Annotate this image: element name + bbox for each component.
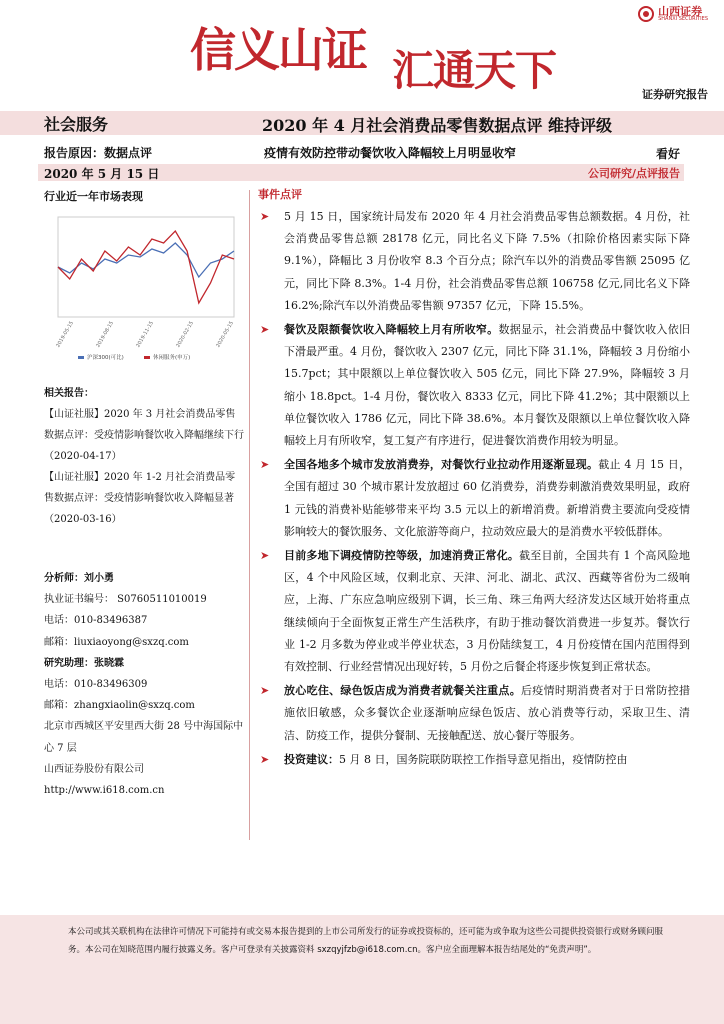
x-tick-label: 2020-02-15 <box>175 320 195 349</box>
paragraph-text: 截至目前，全国共有 1 个高风险地区，4 个中风险区域，仅剩北京、天津、河北、湖北、武汉、西藏等省份为二级响应，上海、广东应急响应级别下调，长三角、珠三角两大经济发达区域开始将重点继续倾向于全面恢复正常生产生活秩序，有助于推动餐饮消费进一步复苏。餐饮行业 1-2 月多数为停业或半停业状态，3 月份陆续复工，4 月份疫情在国内范围得到有效控制、行业经营情况出现好转，5 月份之后餐企将逐步恢复到正常状态。 <box>284 549 691 674</box>
paragraph-text: 截止 4 月 15 日，全国有超过 30 个城市累计发放超过 60 亿消费券，消费券刺激消费效果明显，政府 1 元钱的消费补贴能够带来平均 3.5 元以上的新增消费。新增消费主要流向受疫情影响较大的餐饮服务、文化旅游等商户，拉动效应最大的是消费水平较低群体。 <box>284 458 690 538</box>
market-chart <box>44 211 240 371</box>
x-tick-label: 2020-05-15 <box>215 320 235 349</box>
related-report-2[interactable]: 【山证社服】2020 年 1-2 月社会消费品零售数据点评：受疫情影响餐饮收入降幅显著（2020-03-16） <box>44 472 236 525</box>
events-head: 事件点评 <box>258 188 302 201</box>
market-chart-svg <box>44 211 240 371</box>
paragraph-lead: 餐饮及限额餐饮收入降幅较上月有所收窄。 <box>284 323 499 337</box>
sector-name: 社会服务 <box>44 115 109 134</box>
rating: 看好 <box>655 147 680 161</box>
contact-info <box>44 568 244 801</box>
x-tick-label: 2019-05-15 <box>55 320 75 349</box>
logo-mark-icon <box>638 6 654 22</box>
paragraph-text: 数据显示，社会消费品中餐饮收入依旧下滑最严重。4 月份，餐饮收入 2307 亿元，同比下降 31.1%，降幅较 3 月份缩小 15.7pct；其中限额以上单位餐饮收入 505 亿元，同比下降 27.9%，降幅较 3 月缩小 18.8pct。1-4 月份，餐饮收入 8333 亿元，同比下降 41.2%；其中限额以上单位餐饮收入 1786 亿元，同比下降 38.6%。本月餐饮及限额以上单位餐饮收入降幅较上月有所收窄，复工复产有序进行，促进餐饮消费作用较为明显。 <box>284 323 691 448</box>
series-line-1 <box>58 243 234 277</box>
company-name: 山西证券股份有限公司 <box>44 763 144 775</box>
paragraph-4 <box>258 545 690 678</box>
phone-2: 电话：010-83496309 <box>44 679 148 691</box>
paragraph-2 <box>258 319 690 452</box>
report-header <box>0 0 724 110</box>
legend-swatch-1 <box>78 356 84 359</box>
legend-swatch-2 <box>144 356 150 359</box>
paragraph-3 <box>258 454 690 543</box>
related-head: 相关报告： <box>44 388 94 399</box>
slogan-part2: 汇通天下 <box>392 46 557 95</box>
paragraph-6 <box>258 749 690 771</box>
website-link[interactable]: http://www.i618.com.cn <box>44 785 165 797</box>
arrow-bullet-icon: ➤ <box>260 752 270 766</box>
license: 执业证书编号： S0760511010019 <box>44 594 207 606</box>
logo-en: SHANXI SECURITIES <box>658 16 708 22</box>
paragraph-lead: 投资建议： <box>284 752 339 766</box>
paragraph-1 <box>258 206 690 317</box>
related-reports <box>44 383 244 530</box>
x-tick-label: 2019-11-15 <box>135 320 155 349</box>
arrow-bullet-icon: ➤ <box>260 458 270 472</box>
x-tick-label: 2019-08-15 <box>95 320 115 349</box>
main-content <box>258 186 690 773</box>
disclaimer: 本公司或其关联机构在法律许可情况下可能持有或交易本报告提到的上市公司所发行的证券或投资标的，还可能为或争取为这些公司提供投资银行或财务顾问服务。本公司在知晓范围内履行披露义务。客户可登录有关披露资料 sxzqyjfzb@i618.com.cn。客户应全面理解本报告结尾处的“免责声明”。 <box>68 927 664 955</box>
doc-type: 证券研究报告 <box>642 88 708 101</box>
paragraph-lead: 全国各地多个城市发放消费券，对餐饮行业拉动作用逐渐显现。 <box>284 458 599 472</box>
email-1[interactable]: 邮箱：liuxiaoyong@sxzq.com <box>44 636 189 648</box>
email-2[interactable]: 邮箱：zhangxiaolin@sxzq.com <box>44 700 195 712</box>
company-logo <box>638 6 708 22</box>
report-category: 公司研究/点评报告 <box>587 167 680 180</box>
assistant: 研究助理：张晓霖 <box>44 657 124 669</box>
sidebar <box>44 186 240 371</box>
legend-label-2: 休闲服务(申万) <box>153 355 191 361</box>
arrow-bullet-icon: ➤ <box>260 549 270 563</box>
phone-1: 电话：010-83496387 <box>44 615 148 627</box>
paragraph-text: 后疫情时期消费者对于日常防控措施依旧敏感，众多餐饮企业逐渐响应绿色饭店、放心消费等行动，采取卫生、清洁、防疫工作，提供分餐制、无接触配送、放心餐厅等服务。 <box>284 684 690 742</box>
column-divider <box>249 190 250 840</box>
related-report-1[interactable]: 【山证社服】2020 年 3 月社会消费品零售数据点评：受疫情影响餐饮收入降幅继续下行（2020-04-17） <box>44 409 244 462</box>
arrow-bullet-icon: ➤ <box>260 210 270 223</box>
paragraph-lead: 目前多地下调疫情防控等级，加速消费正常化。 <box>284 549 520 563</box>
paragraph-text: 5 月 15 日，国家统计局发布 2020 年 4 月社会消费品零售总额数据。4 月份，社会消费品零售总额 28178 亿元，同比名义下降 7.5%（扣除价格因素实际下降 9.1%），降幅比 3 月份收窄 8.3 个百分点；除汽车以外的消费品零售额 25095 亿元，同比下降 8.3%。1-4 月份，社会消费品零售总额 106758 亿元,同比名义下降 16.2%;除汽车以外消费品零售额 97357 亿元，下降 15.5%。 <box>284 210 690 312</box>
report-reason: 报告原因：数据点评 <box>44 146 153 160</box>
legend-label-1: 沪深300(可比) <box>87 355 124 361</box>
arrow-bullet-icon: ➤ <box>260 684 270 698</box>
address: 北京市西城区平安里西大街 28 号中海国际中心 7 层 <box>44 721 244 754</box>
report-date: 2020 年 5 月 15 日 <box>44 167 160 181</box>
report-subtitle: 疫情有效防控带动餐饮收入降幅较上月明显收窄 <box>264 146 517 160</box>
market-head: 行业近一年市场表现 <box>44 190 143 203</box>
paragraph-5 <box>258 680 690 747</box>
paragraph-lead: 放心吃住、绿色饭店成为消费者就餐关注重点。 <box>284 684 521 698</box>
analyst: 分析师：刘小勇 <box>44 573 114 584</box>
paragraph-text: 5 月 8 日，国务院联防联控工作指导意见指出，疫情防控由 <box>339 752 628 766</box>
arrow-bullet-icon: ➤ <box>260 323 270 337</box>
logo-cn: 山西证券 <box>658 5 703 18</box>
slogan-part1: 信义山证 <box>190 23 366 77</box>
report-title: 2020 年 4 月社会消费品零售数据点评 维持评级 <box>262 116 612 135</box>
